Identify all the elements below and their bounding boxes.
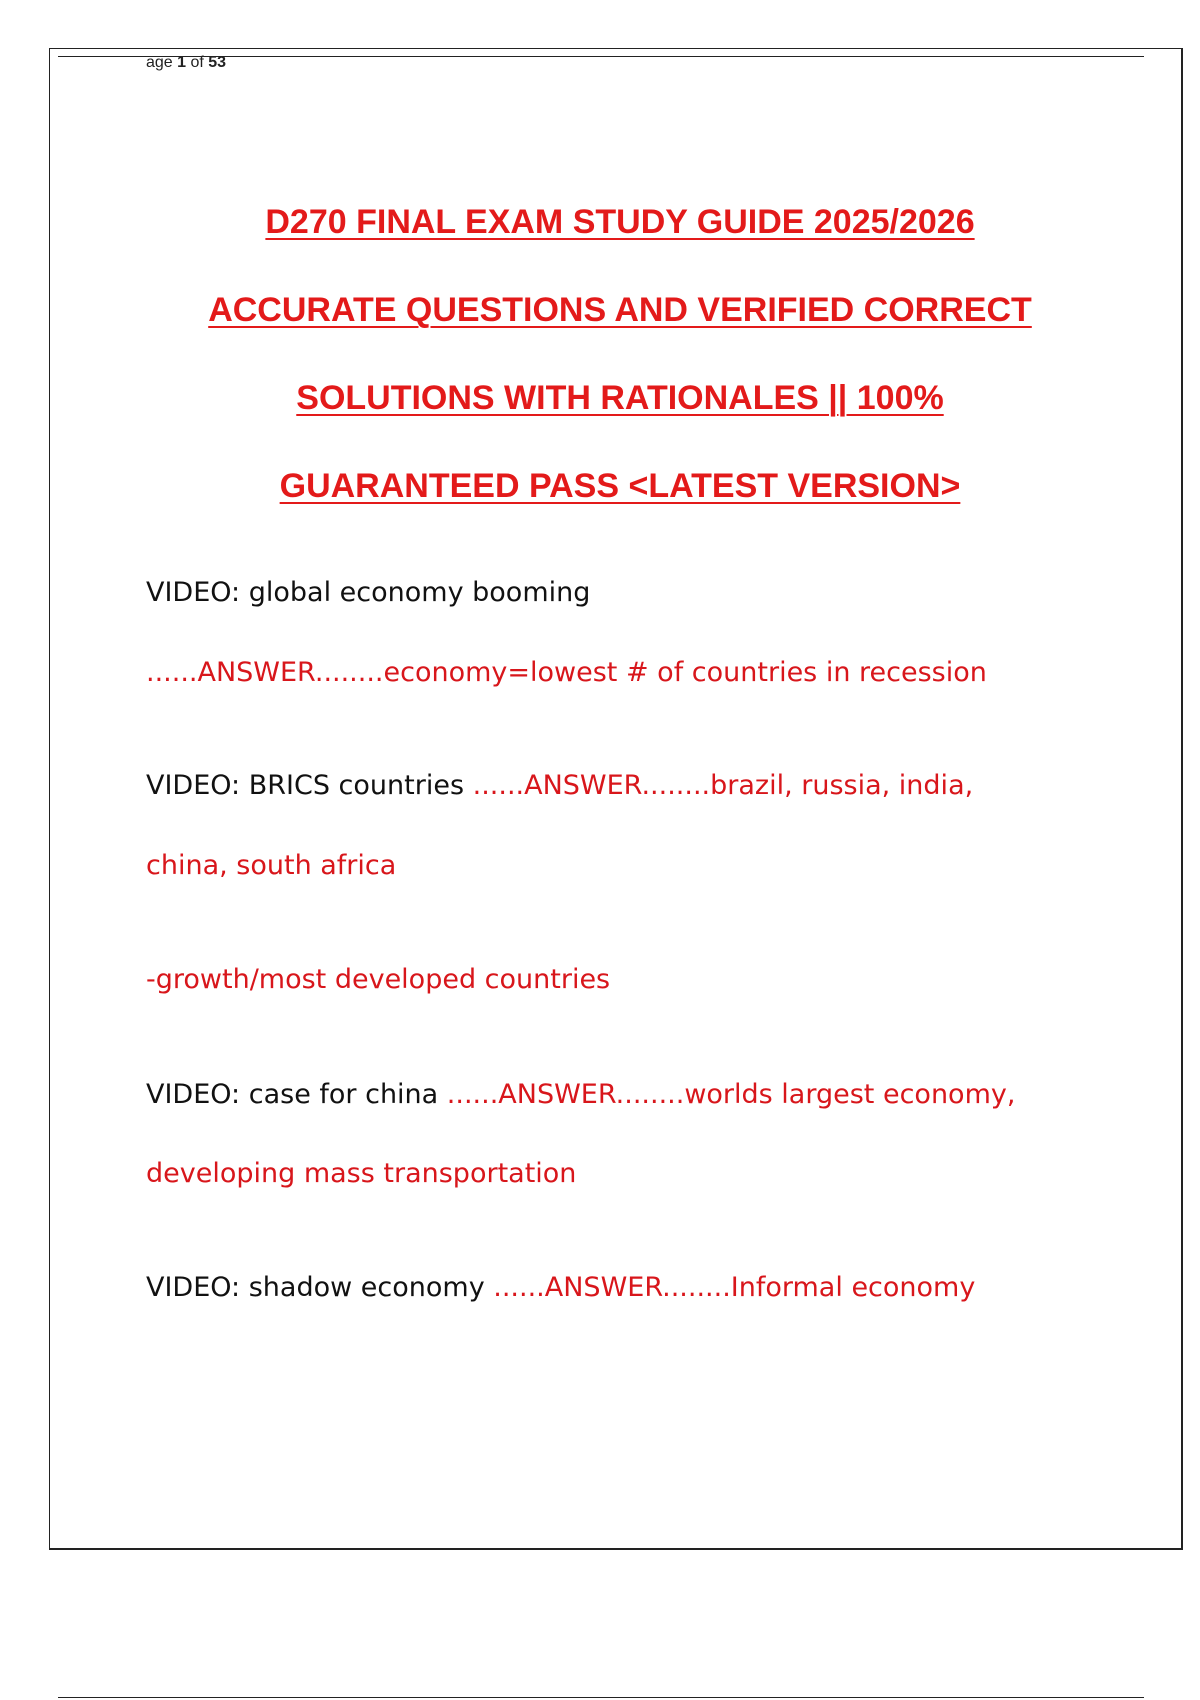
answer-text: -growth/most developed countries	[146, 964, 611, 995]
title-line-3: SOLUTIONS WITH RATIONALES || 100%	[296, 379, 944, 417]
qa-item-3	[146, 1055, 1106, 1135]
answer-text: ......ANSWER........brazil, russia, india,	[472, 770, 974, 801]
page-counter	[146, 53, 226, 73]
answer-text: china, south africa	[146, 850, 397, 881]
answer-text: ......ANSWER........worlds largest economy,	[446, 1079, 1016, 1110]
qa-item-4	[146, 1248, 1106, 1328]
title-line-1: D270 FINAL EXAM STUDY GUIDE 2025/2026	[265, 203, 975, 241]
qa-item-2	[146, 746, 1106, 826]
question-text: VIDEO: global economy booming	[146, 577, 591, 608]
answer-text: ......ANSWER........economy=lowest # of countries in recession	[146, 657, 987, 688]
title-line-2: ACCURATE QUESTIONS AND VERIFIED CORRECT	[208, 291, 1032, 329]
footer-rule	[58, 1697, 1144, 1698]
document-title	[0, 178, 1200, 530]
question-text: VIDEO: BRICS countries	[146, 770, 473, 801]
title-line-4: GUARANTEED PASS <LATEST VERSION>	[279, 467, 961, 505]
qa-item-2-answer-cont	[146, 826, 1106, 906]
qa-item-1-answer	[146, 633, 1106, 713]
question-text: VIDEO: case for china	[146, 1079, 447, 1110]
answer-text: developing mass transportation	[146, 1158, 577, 1189]
question-text: VIDEO: shadow economy	[146, 1272, 494, 1303]
page-total: 53	[208, 54, 227, 71]
page-of: of	[186, 54, 209, 71]
page-prefix: age	[146, 54, 178, 71]
page-current: 1	[177, 54, 187, 71]
qa-item-2-answer-note	[146, 940, 1106, 1020]
answer-text: ......ANSWER........Informal economy	[493, 1272, 976, 1303]
qa-item-3-answer-cont	[146, 1134, 1106, 1214]
qa-item-1-question	[146, 553, 1106, 633]
